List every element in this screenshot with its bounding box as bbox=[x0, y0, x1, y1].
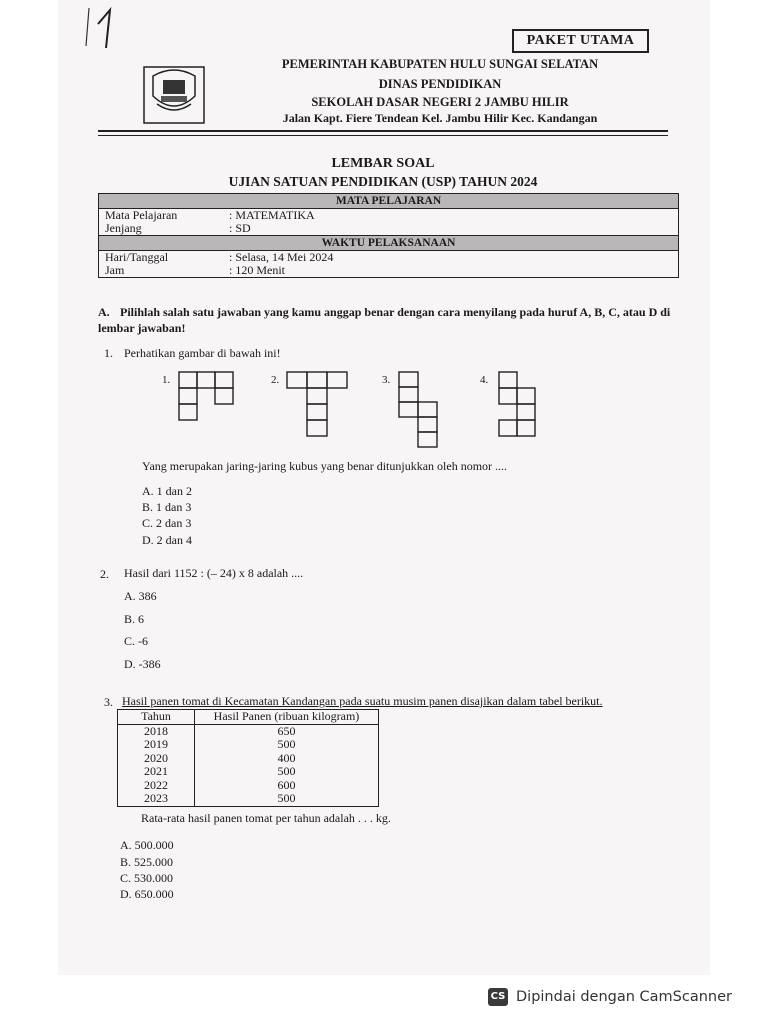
q1-option-c: C. 2 dan 3 bbox=[142, 516, 192, 530]
q2-option-d: D. -386 bbox=[124, 657, 161, 671]
header-government: PEMERINTAH KABUPATEN HULU SUNGAI SELATAN bbox=[281, 57, 599, 71]
instruction bbox=[98, 304, 688, 336]
jenjang-value: : SD bbox=[223, 222, 679, 236]
harvest-year: 2020 bbox=[118, 752, 195, 766]
handwritten-mark bbox=[84, 6, 120, 50]
cube-net-2 bbox=[286, 371, 348, 439]
mapel-value: : MATEMATIKA bbox=[223, 209, 679, 223]
net2-label: 2. bbox=[271, 374, 280, 386]
header-rule-thin bbox=[98, 135, 668, 136]
harvest-header-year: Tahun bbox=[118, 710, 195, 725]
mapel-label: Mata Pelajaran bbox=[99, 209, 224, 223]
harvest-value: 400 bbox=[195, 752, 379, 766]
sheet-title: LEMBAR SOAL bbox=[331, 156, 435, 171]
harvest-value: 500 bbox=[195, 738, 379, 752]
camscanner-logo-icon: CS bbox=[488, 988, 508, 1006]
q2-option-b: B. 6 bbox=[124, 612, 145, 626]
jam-value: : 120 Menit bbox=[223, 264, 679, 278]
q2-text: Hasil dari 1152 : (– 24) x 8 adalah .... bbox=[124, 566, 304, 580]
q1-text: Perhatikan gambar di bawah ini! bbox=[124, 346, 281, 360]
net1-label: 1. bbox=[162, 374, 171, 386]
school-logo bbox=[143, 66, 205, 124]
q3-option-a: A. 500.000 bbox=[120, 838, 174, 852]
harvest-year: 2022 bbox=[118, 779, 195, 793]
net3-label: 3. bbox=[382, 374, 391, 386]
section-waktu: WAKTU PELAKSANAAN bbox=[99, 236, 679, 251]
harvest-value: 600 bbox=[195, 779, 379, 793]
harvest-year: 2023 bbox=[118, 792, 195, 806]
q2-number: 2. bbox=[100, 567, 109, 581]
q3-text: Hasil panen tomat di Kecamatan Kandangan pada suatu musim panen disajikan dalam tabel berikut. bbox=[122, 694, 603, 708]
q2-option-a: A. 386 bbox=[124, 589, 157, 603]
exam-info-table bbox=[98, 193, 679, 278]
q1-option-a: A. 1 dan 2 bbox=[142, 484, 192, 498]
harvest-value: 650 bbox=[195, 724, 379, 738]
jam-label: Jam bbox=[99, 264, 224, 278]
q3-number: 3. bbox=[104, 695, 113, 709]
paket-label: PAKET UTAMA bbox=[512, 29, 649, 53]
instruction-letter: A. bbox=[98, 305, 110, 319]
harvest-table bbox=[117, 709, 379, 807]
harvest-year: 2021 bbox=[118, 765, 195, 779]
q3-option-b: B. 525.000 bbox=[120, 855, 174, 869]
hari-value: : Selasa, 14 Mei 2024 bbox=[223, 251, 679, 265]
q1-option-d: D. 2 dan 4 bbox=[142, 533, 192, 547]
header-department: DINAS PENDIDIKAN bbox=[378, 77, 502, 91]
cube-net-1 bbox=[178, 371, 236, 423]
harvest-year: 2018 bbox=[118, 724, 195, 738]
instruction-text: Pilihlah salah satu jawaban yang kamu anggap benar dengan cara menyilang pada huruf A, B, C, atau D di lembar jawaban! bbox=[98, 305, 671, 335]
harvest-value: 500 bbox=[195, 792, 379, 806]
camscanner-text: Dipindai dengan CamScanner bbox=[516, 989, 733, 1005]
section-mata-pelajaran: MATA PELAJARAN bbox=[99, 194, 679, 209]
cube-net-3 bbox=[398, 371, 440, 449]
q2-option-c: C. -6 bbox=[124, 634, 148, 648]
hari-label: Hari/Tanggal bbox=[99, 251, 224, 265]
net4-label: 4. bbox=[480, 374, 489, 386]
exam-title: UJIAN SATUAN PENDIDIKAN (USP) TAHUN 2024 bbox=[228, 174, 538, 189]
q3-prompt: Rata-rata hasil panen tomat per tahun adalah . . . kg. bbox=[141, 811, 391, 825]
q1-number: 1. bbox=[104, 346, 113, 360]
cube-net-4 bbox=[498, 371, 538, 439]
harvest-year: 2019 bbox=[118, 738, 195, 752]
harvest-value: 500 bbox=[195, 765, 379, 779]
harvest-header-value: Hasil Panen (ribuan kilogram) bbox=[195, 710, 379, 725]
header-rule-thick bbox=[98, 130, 668, 132]
camscanner-watermark bbox=[488, 986, 732, 1008]
q3-option-c: C. 530.000 bbox=[120, 871, 174, 885]
header-school: SEKOLAH DASAR NEGERI 2 JAMBU HILIR bbox=[311, 95, 569, 109]
jenjang-label: Jenjang bbox=[99, 222, 224, 236]
q3-option-d: D. 650.000 bbox=[120, 887, 174, 901]
q1-prompt: Yang merupakan jaring-jaring kubus yang benar ditunjukkan oleh nomor .... bbox=[142, 459, 508, 473]
header-address: Jalan Kapt. Fiere Tendean Kel. Jambu Hilir Kec. Kandangan bbox=[282, 111, 598, 125]
q1-option-b: B. 1 dan 3 bbox=[142, 500, 192, 514]
